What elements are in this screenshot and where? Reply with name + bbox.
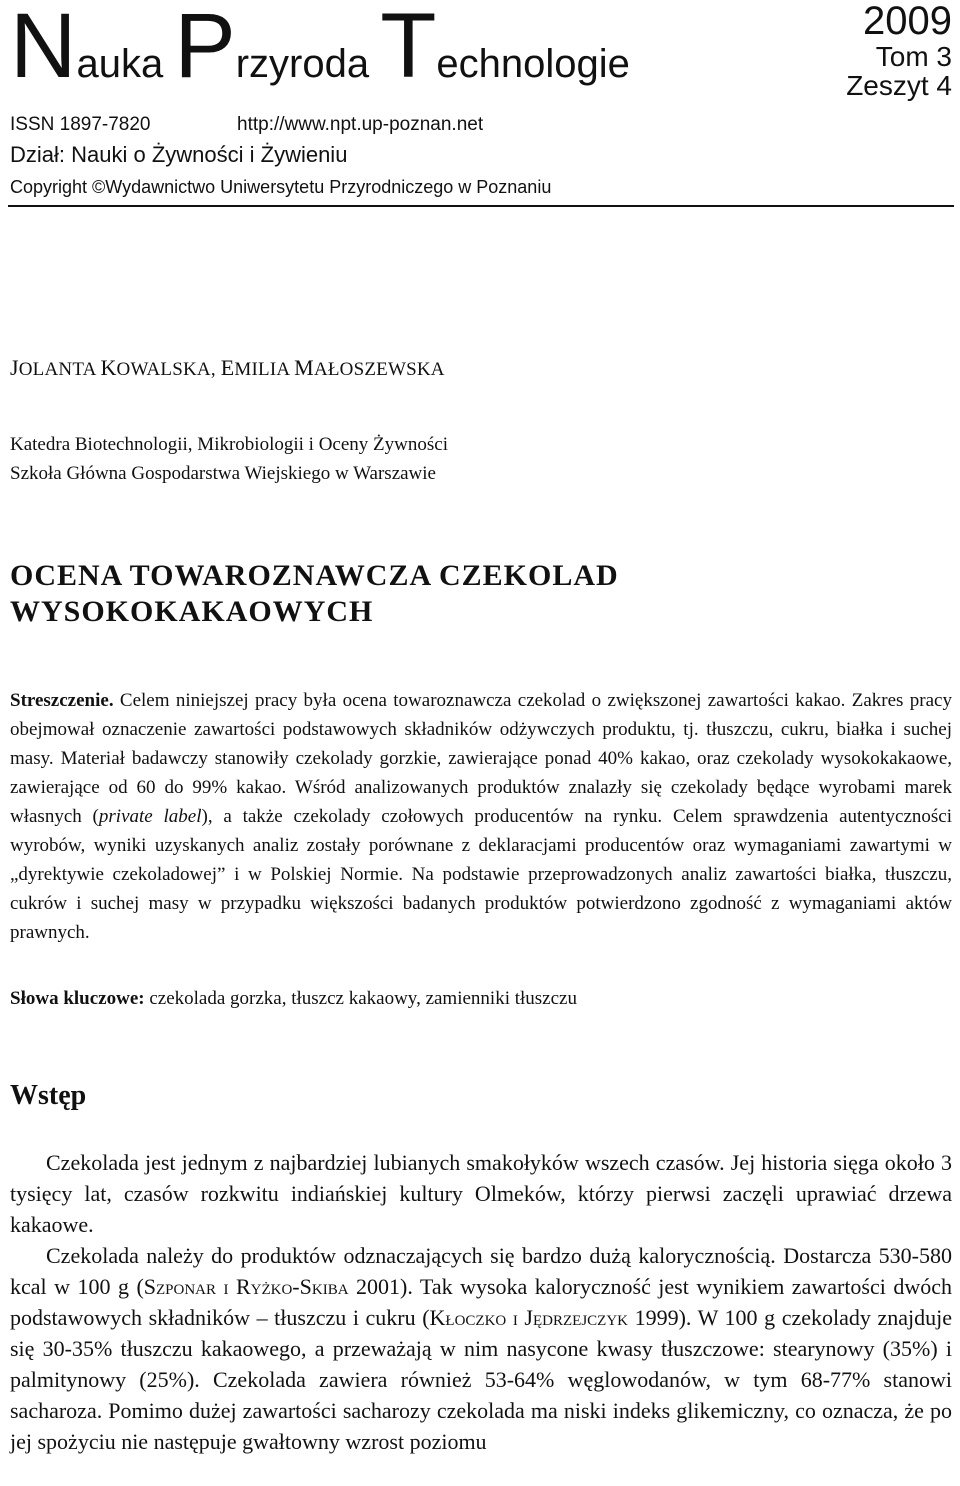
journal-title-initial-n: N: [10, 0, 77, 97]
journal-url[interactable]: http://www.npt.up-poznan.net: [237, 114, 484, 135]
journal-title: [10, 0, 630, 97]
header-rule: [8, 205, 954, 207]
affiliation: [10, 430, 448, 488]
author-initial: M: [294, 355, 314, 380]
abstract: [10, 686, 952, 947]
section: Dział: Nauki o Żywności i Żywieniu: [10, 142, 348, 167]
keywords-label: Słowa kluczowe:: [10, 988, 145, 1009]
journal-title-part: echnologie: [436, 42, 630, 86]
author-separator: ,: [210, 359, 221, 380]
author-initial: E: [220, 355, 235, 380]
abstract-text: Celem niniejszej pracy była ocena towaroznawcza czekolad o zwiększonej zawartości kakao. Zakres pracy obejmował oznaczenie zawartości podstawowych składników odżywczych produktu, tj. tłuszczu, cukru, białka i suchej masy. Materiał badawczy stanowiły czekolady gorzkie, zawierające ponad 40% kakao, oraz czekolady wysokokakaowe, zawierające od 60 do 99% kakao. Wśród analizowanych produktów znalazły się czekolady będące wyrobami marek własnych (: [10, 690, 952, 827]
journal-header: [0, 0, 960, 210]
abstract-label: Streszczenie.: [10, 690, 114, 711]
paragraph: Czekolada jest jednym z najbardziej lubianych smakołyków wszech czasów. Jej historia sięga około 3 tysięcy lat, czasów rozkwitu indiańskiej kultury Olmeków, którzy pierwsi zaczęli uprawiać drzewa kakaowe.: [10, 1150, 952, 1237]
volume-info: [846, 0, 952, 101]
introduction-body: [10, 1147, 952, 1457]
section-heading-introduction: Wstęp: [10, 1080, 87, 1111]
issue: Zeszyt 4: [846, 70, 952, 102]
journal-title-part: rzyroda: [235, 42, 381, 86]
journal-title-part: auka: [76, 42, 175, 86]
author-initial: K: [100, 355, 117, 380]
paragraph-text: 1999). W 100 g czekolady znajduje się 30-35% tłuszczu kakaowego, a przeważają w nim nasycone kwasy tłuszczowe: stearynowy (35%) i palmitynowy (25%). Czekolada zawiera również 53-64% węglowodanów, w tym 68-77% stanowi sacharoza. Pomimo dużej zawartości sacharozy czekolada ma niski indeks glikemiczny, co oznacza, że po jej spożyciu nie następuje gwałtowny wzrost poziomu: [10, 1305, 952, 1454]
citation-authors: Kłoczko i Jędrzejczyk: [429, 1305, 628, 1330]
article-title-line: WYSOKOKAKAOWYCH: [10, 595, 374, 628]
paragraph-text: 2001). Tak wysoka kaloryczność jest wynikiem zawartości dwóch podstawowych składników – tłuszczu i cukru (: [10, 1274, 952, 1330]
citation-authors: Szponar i Ryżko-Skiba: [143, 1274, 349, 1299]
paragraph: [10, 1240, 952, 1457]
author-name-part: MILIA: [234, 359, 295, 380]
abstract-italic: private label: [98, 806, 202, 827]
article-title-line: OCENA TOWAROZNAWCZA CZEKOLAD: [10, 559, 619, 592]
article-title: [10, 558, 619, 630]
volume: Tom 3: [875, 41, 952, 72]
keywords-text: czekolada gorzka, tłuszcz kakaowy, zamienniki tłuszczu: [144, 988, 577, 1009]
author-initial: J: [10, 355, 19, 380]
issn: ISSN 1897-7820: [10, 114, 151, 135]
abstract-text: ), a także czekolady czołowych producentów na rynku. Celem sprawdzenia autentyczności wyrobów, wyniki uzyskanych analiz zostały porównane z deklaracjami producentów oraz wymaganiami zawartymi w „dyrektywie czekoladowej” i w Polskiej Normie. Na podstawie przeprowadzonych analiz zawartości białka, tłuszczu, cukrów i suchej masy w przypadku większości badanych produktów potwierdzono zgodność z wymaganiami aktów prawnych.: [10, 806, 952, 943]
journal-title-initial-p: P: [174, 0, 236, 97]
authors: [10, 355, 445, 381]
copyright: Copyright ©Wydawnictwo Uniwersytetu Przyrodniczego w Poznaniu: [10, 177, 552, 197]
affiliation-line: Katedra Biotechnologii, Mikrobiologii i Oceny Żywności: [10, 434, 448, 455]
journal-title-initial-t: T: [380, 0, 437, 97]
author-name-part: AŁOSZEWSKA: [313, 359, 445, 380]
author-name-part: OLANTA: [18, 359, 101, 380]
year: 2009: [863, 0, 952, 43]
keywords: [10, 988, 577, 1010]
author-name-part: OWALSKA: [116, 359, 211, 380]
paragraph-text: Czekolada należy do produktów odznaczających się bardzo dużą kalorycznością. Dostarcza 530-580 kcal w 100 g (: [10, 1243, 952, 1299]
affiliation-line: Szkoła Główna Gospodarstwa Wiejskiego w Warszawie: [10, 463, 436, 484]
